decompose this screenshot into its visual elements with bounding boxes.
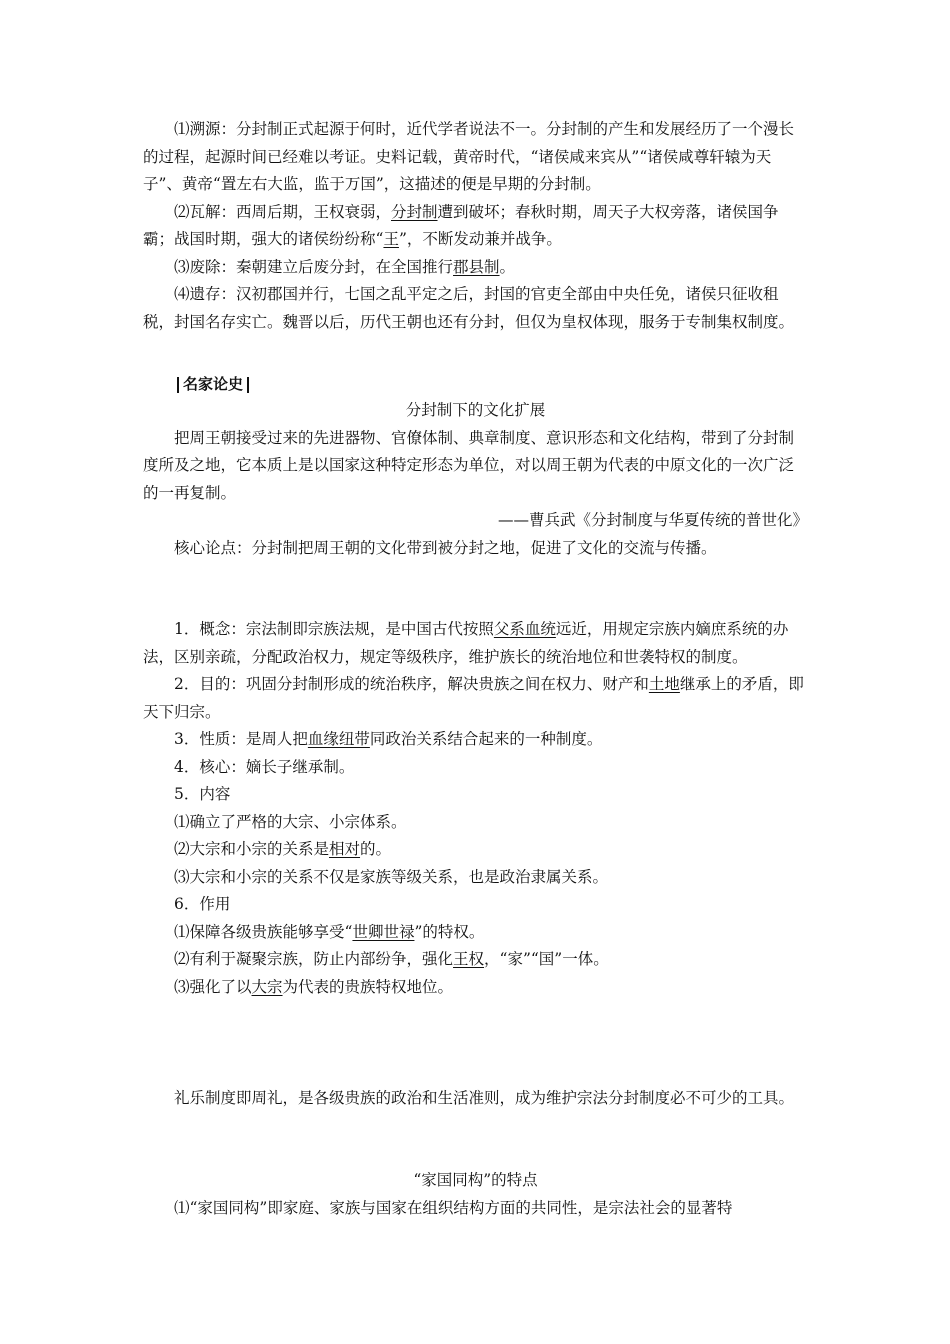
list-item: ⑵有利于凝聚宗族，防止内部纷争，强化王权，“家”“国”一体。	[174, 950, 609, 968]
paragraph-jiaguo: ⑴“家国同构”即家庭、家族与国家在组织结构方面的共同性，是宗法社会的显著特	[174, 1198, 733, 1217]
paragraph-collapse: ⑵瓦解：西周后期，王权衰弱，分封制遭到破坏；春秋时期，周天子大权旁落，诸侯国争霸；战国时期，强大的诸侯纷纷称“王”，不断发动兼并战争。	[143, 202, 779, 248]
underlined-term: 相对	[329, 840, 361, 858]
list-item: 3．性质：是周人把血缘纽带同政治关系结合起来的一种制度。	[174, 730, 603, 748]
list-item: 1．概念：宗法制即宗族法规，是中国古代按照父系血统远近，用规定宗族内嫡庶系统的办法，区别亲疏，分配政治权力，规定等级秩序，维护族长的统治地位和世袭特权的制度。	[143, 620, 789, 666]
underlined-term: 土地	[648, 675, 680, 693]
underlined-term: 王	[383, 230, 399, 248]
list-item: 6．作用	[174, 895, 231, 913]
underlined-term: 大宗	[251, 977, 283, 996]
section-zongfa	[143, 616, 808, 1001]
section-fengjian	[143, 116, 808, 336]
list-item: 2．目的：巩固分封制形成的统治秩序，解决贵族之间在权力、财产和土地继承上的矛盾，即天下归宗。	[143, 675, 804, 721]
list-item: ⑴确立了严格的大宗、小宗体系。	[174, 812, 407, 831]
list-item: ⑶强化了以大宗为代表的贵族特权地位。	[174, 977, 454, 996]
section-tagline: 名家论史	[173, 373, 253, 394]
section-liyue	[143, 1085, 808, 1113]
underlined-term: 分封制	[391, 202, 438, 221]
list-item: ⑶大宗和小宗的关系不仅是家族等级关系，也是政治隶属关系。	[174, 867, 609, 886]
paragraph-abolition: ⑶废除：秦朝建立后废分封，在全国推行郡县制。	[174, 257, 516, 276]
list-item: 5．内容	[174, 785, 231, 803]
essay-core-point: 核心论点：分封制把周王朝的文化带到被分封之地，促进了文化的交流与传播。	[174, 538, 717, 557]
section-title: “家国同构”的特点	[413, 1171, 538, 1189]
underlined-term: 王权	[453, 950, 485, 968]
list-item: ⑵大宗和小宗的关系是相对的。	[174, 840, 392, 858]
underlined-term: 父系血统	[493, 620, 556, 638]
essay-body: 把周王朝接受过来的先进器物、官僚体制、典章制度、意识形态和文化结构，带到了分封制度所及之地，它本质上是以国家这种特定形态为单位，对以周王朝为代表的中原文化的一次广泛的一再复制。	[143, 428, 795, 502]
essay-block	[143, 397, 808, 562]
underlined-term: 郡县制	[453, 257, 500, 276]
list-item: 4．核心：嫡长子继承制。	[174, 757, 355, 776]
paragraph-origin: ⑴溯源：分封制正式起源于何时，近代学者说法不一。分封制的产生和发展经历了一个漫长的过程，起源时间已经难以考证。史料记载，黄帝时代，“诸侯咸来宾从”“诸侯咸尊轩辕为天子”、黄帝“置左右大监，监于万国”，这描述的便是早期的分封制。	[143, 120, 795, 193]
underlined-term: 血缘纽带	[307, 730, 370, 748]
underlined-term: 世卿世禄	[352, 922, 415, 941]
paragraph-liyue: 礼乐制度即周礼，是各级贵族的政治和生活准则，成为维护宗法分封制度必不可少的工具。	[174, 1089, 795, 1107]
section-jiaguo	[143, 1167, 808, 1222]
essay-source: ——曹兵武《分封制度与华夏传统的普世化》	[497, 511, 808, 529]
list-item: ⑴保障各级贵族能够享受“世卿世禄”的特权。	[174, 922, 485, 941]
paragraph-remnants: ⑷遗存：汉初郡国并行，七国之乱平定之后，封国的官吏全部由中央任免，诸侯只征收租税，封国名存实亡。魏晋以后，历代王朝也还有分封，但仅为皇权体现，服务于专制集权制度。	[143, 285, 795, 331]
essay-title: 分封制下的文化扩展	[405, 401, 546, 419]
